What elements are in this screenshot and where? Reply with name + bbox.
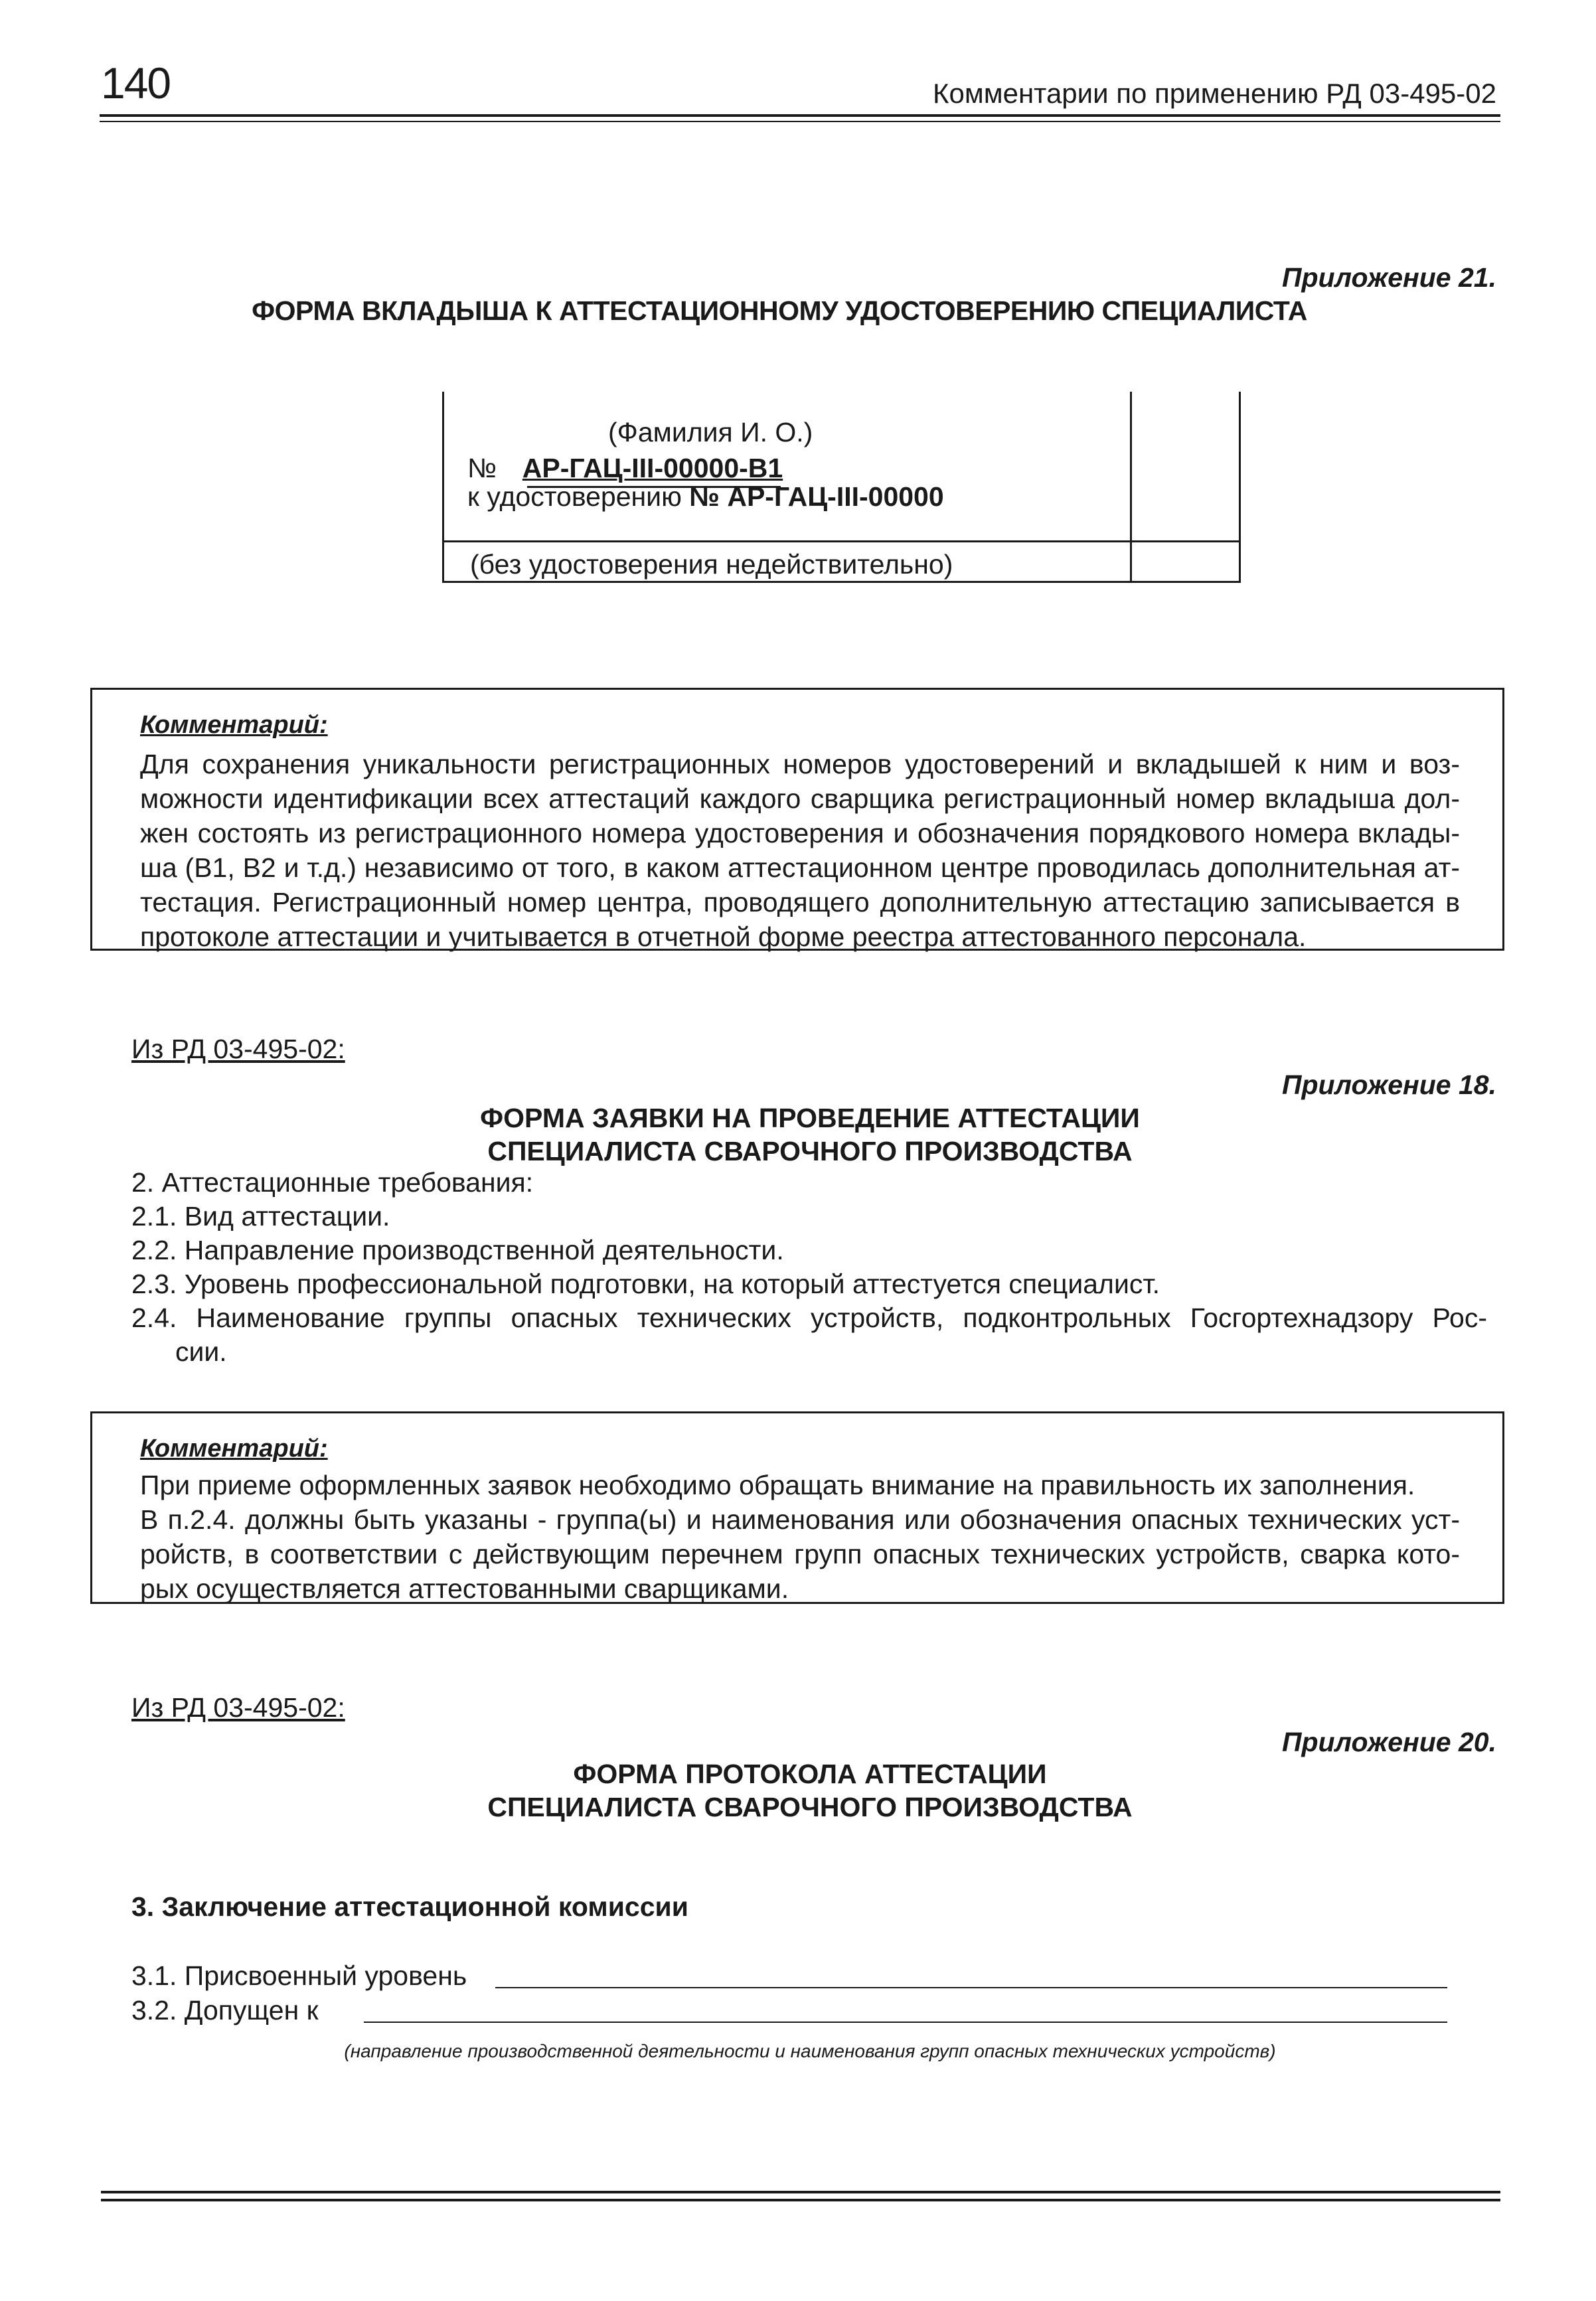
list-item-continuation: сии. — [175, 1336, 227, 1367]
comment-line: ройств, в соответствии с действующим перечнем групп опасных технических устройств, сварка кото- — [140, 1539, 1460, 1569]
conclusion-section-heading: 3. Заключение аттестационной комиссии — [131, 1891, 688, 1922]
table-left-border — [442, 392, 444, 583]
comment-line: протоколе аттестации и учитывается в отчетной форме реестра аттестованного персонала. — [140, 921, 1307, 952]
comment-line: Для сохранения уникальности регистрационных номеров удостоверений и вкладышей к ним и воз- — [140, 749, 1460, 779]
comment-box-21 — [90, 688, 1504, 951]
certificate-ref-row — [467, 483, 944, 511]
admitted-to-label: 3.2. Допущен к — [131, 1995, 319, 2025]
appendix-20-title-line1: ФОРМА ПРОТОКОЛА АТТЕСТАЦИИ — [573, 1759, 1047, 1789]
table-divider — [1130, 392, 1132, 583]
list-item: 2.4. Наименование группы опасных технических устройств, подконтрольных Госгортехнадзору Рос- — [131, 1303, 1487, 1333]
comment-line: можности идентификации всех аттестаций каждого сварщика регистрационный номер вкладыша дол- — [140, 783, 1460, 814]
appendix-18-title-line1: ФОРМА ЗАЯВКИ НА ПРОВЕДЕНИЕ АТТЕСТАЦИИ — [480, 1103, 1140, 1133]
comment-line: жен состоять из регистрационного номера удостоверения и обозначения порядкового номера вклады- — [140, 818, 1460, 848]
header-rule-thin — [100, 121, 1500, 122]
appendix-21-title: ФОРМА ВКЛАДЫША К АТТЕСТАЦИОННОМУ УДОСТОВЕРЕНИЮ СПЕЦИАЛИСТА — [252, 295, 1307, 326]
table-row-divider — [442, 540, 1241, 542]
source-reference-18: Из РД 03-495-02: — [131, 1034, 345, 1064]
comment-heading: Комментарий: — [140, 1435, 328, 1463]
admitted-to-blank — [364, 2022, 1447, 2023]
certificate-ref-prefix: к удостоверению — [467, 481, 682, 512]
appendix-21-label: Приложение 21. — [1281, 262, 1496, 293]
source-reference-20: Из РД 03-495-02: — [131, 1692, 345, 1723]
header-rule — [100, 114, 1500, 117]
comment-line: тестация. Регистрационный номер центра, проводящего дополнительную аттестацию записывается в — [140, 887, 1460, 917]
comment-line: В п.2.4. должны быть указаны - группа(ы) и наименования или обозначения опасных технических уст- — [140, 1504, 1460, 1535]
insert-number: АР-ГАЦ-III-00000-В1 — [522, 453, 783, 483]
requirements-list — [131, 1166, 1487, 1369]
number-sign: № — [467, 453, 497, 483]
holder-name-field: (Фамилия И. О.) — [608, 417, 813, 447]
appendix-18-title-line2: СПЕЦИАЛИСТА СВАРОЧНОГО ПРОИЗВОДСТВА — [487, 1136, 1133, 1166]
comment-line: При приеме оформленных заявок необходимо обращать внимание на правильность их заполнения. — [140, 1470, 1415, 1500]
table-bottom-border — [442, 581, 1241, 583]
certificate-number: № АР-ГАЦ-III-00000 — [689, 481, 944, 512]
comment-line: ша (В1, В2 и т.д.) независимо от того, в каком аттестационном центре проводилась дополнительная ат- — [140, 852, 1460, 883]
comment-box-18 — [90, 1411, 1504, 1604]
list-item: 2.1. Вид аттестации. — [131, 1201, 390, 1231]
footer-rule — [101, 2191, 1500, 2193]
table-right-border — [1239, 392, 1241, 583]
insert-number-row — [467, 455, 1006, 482]
comment-heading: Комментарий: — [140, 711, 328, 739]
list-item: 2.3. Уровень профессиональной подготовки, на который аттестуется специалист. — [131, 1269, 1160, 1299]
page-number: 140 — [101, 58, 171, 108]
insert-form-table — [442, 392, 1241, 583]
appendix-18-label: Приложение 18. — [1281, 1070, 1496, 1100]
list-item: 2.2. Направление производственной деятельности. — [131, 1235, 784, 1265]
validity-note: (без удостоверения недействительно) — [470, 549, 953, 580]
list-item: 2. Аттестационные требования: — [131, 1167, 534, 1198]
admitted-to-note: (направление производственной деятельности и наименования групп опасных технических устройств) — [344, 2041, 1276, 2061]
appendix-20-label: Приложение 20. — [1281, 1727, 1496, 1757]
running-title: Комментарии по применению РД 03-495-02 — [933, 78, 1496, 109]
appendix-20-title-line2: СПЕЦИАЛИСТА СВАРОЧНОГО ПРОИЗВОДСТВА — [487, 1792, 1133, 1822]
comment-line: рых осуществляется аттестованными сварщиками. — [140, 1573, 789, 1604]
footer-rule-2 — [101, 2199, 1500, 2201]
assigned-level-blank — [495, 1987, 1447, 1988]
assigned-level-label: 3.1. Присвоенный уровень — [131, 1960, 467, 1991]
